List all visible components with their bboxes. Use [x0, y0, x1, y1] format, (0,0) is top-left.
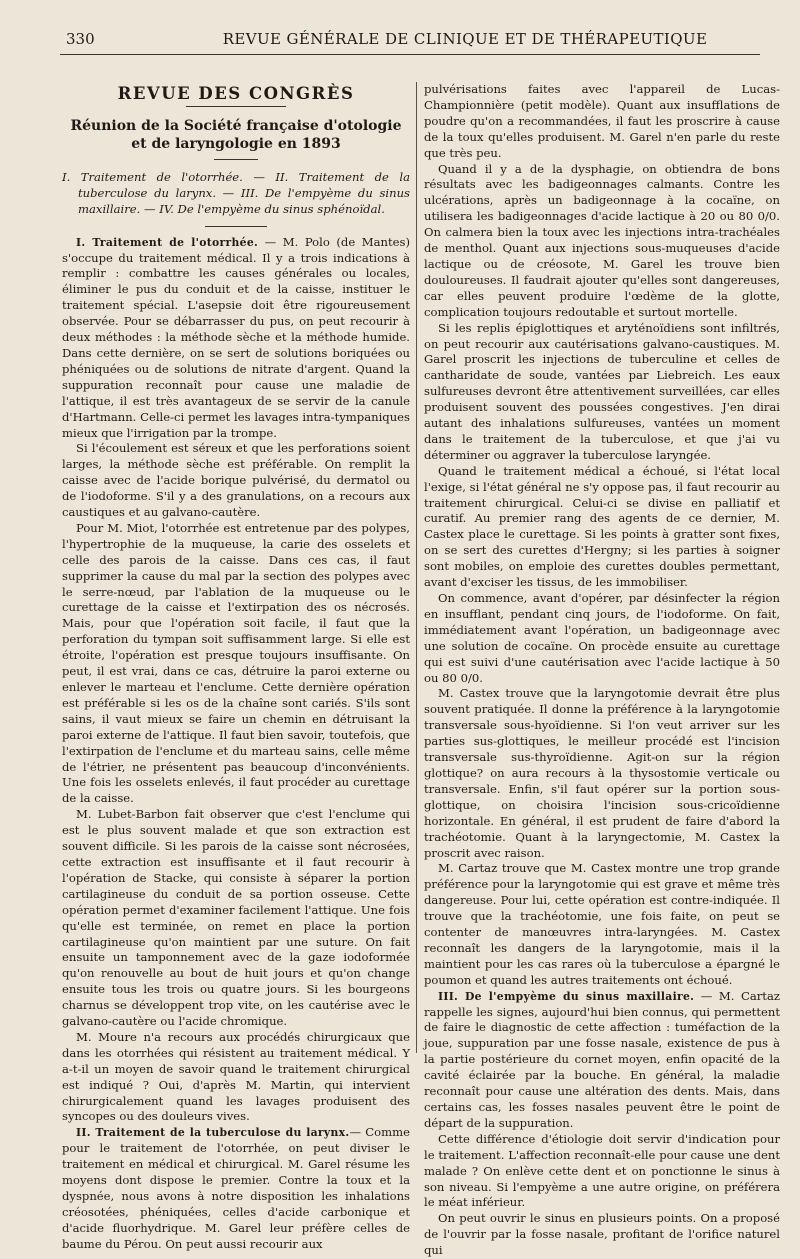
right-column — [424, 82, 780, 1258]
running-title: REVUE GÉNÉRALE DE CLINIQUE ET DE THÉRAPEUTIQUE — [222, 30, 708, 48]
summary: I. Traitement de l'otorrhée. — II. Traitement de la tuberculose du larynx. — III. De l'empyème du sinus maxillaire. — IV. De l'empyème du sinus sphénoïdal. — [62, 169, 410, 216]
paragraph: Pour M. Miot, l'otorrhée est entretenue par des polypes, l'hypertrophie de la muqueuse, la carie des osselets et celle des parois de la caisse. Dans ces cas, il faut supprimer la cause du mal par la section des polypes avec le serre-nœud, par l'ablation de la muqueuse ou le curettage de la caisse et l'extirpation des os nécrosés. Mais, pour que l'opération soit facile, il faut que la perforation du tympan soit suffisamment large. Si elle est étroite, l'opération est presque toujours insuffisante. On peut, il est vrai, dans ce cas, détruire la paroi externe ou enlever le marteau et l'enclume. Cette dernière opération est préférable si les os de la chaîne sont cariés. S'ils sont sains, il vaut mieux se faire un chemin en détruisant la paroi externe de l'attique. Il faut bien savoir, toutefois, que l'extirpation de l'enclume et du marteau sains, celle même de l'étrier, ne présentent pas beaucoup d'inconvénients. Une fois les osselets enlevés, il faut procéder au curettage de la caisse. — [62, 520, 410, 806]
paragraph: M. Lubet-Barbon fait observer que c'est l'enclume qui est le plus souvent malade et que son extraction est souvent difficile. Si les parois de la caisse sont nécrosées, cette extraction est insuffisante et il faut recourir à l'opération de Stacke, qui consiste à séparer la portion cartilagineuse du conduit de sa portion osseuse. Cette opération permet d'examiner facilement l'attique. Une fois qu'elle est terminée, on remet en place la portion cartilagineuse qu'on maintient par une suture. On fait ensuite un tamponnement avec de la gaze iodoformée qu'on renouvelle au bout de huit jours et qu'on change ensuite tous les trois ou quatre jours. Si les bourgeons charnus se développent trop vite, on les cautérise avec le galvano-cautère ou l'acide chromique. — [62, 807, 410, 1029]
page-number: 330 — [66, 30, 95, 48]
meeting-title: Réunion de la Société française d'otologie et de laryngologie en 1893 — [70, 117, 402, 152]
paragraph — [424, 989, 780, 1132]
subsection-heading: II. Traitement de la tuberculose du larynx. — [76, 1126, 350, 1140]
paragraph: Si l'écoulement est séreux et que les perforations soient larges, la méthode sèche est préférable. On remplit la caisse avec de l'acide borique pulvérisé, du dermatol ou de l'iodoforme. S'il y a des granulations, on a recours aux caustiques et au galvano-cautère. — [62, 441, 410, 520]
summary-rule — [205, 226, 267, 227]
paragraph: Quand il y a de la dysphagie, on obtiendra de bons résultats avec les badigeonnages calmants. Contre les ulcérations, après un badigeonnage à la cocaïne, on utilisera les badigeonnages d'acide lactique à 20 ou 80 0/0. On calmera bien la toux avec les injections intra-trachéales de menthol. Quant aux injections sous-muqueuses d'acide lactique ou de créosote, M. Garel les trouve bien douloureuses. Il faudrait ajouter qu'elles sont dangereuses, car elles peuvent produire l'œdème de la glotte, complication toujours redoutable et surtout mortelle. — [424, 161, 780, 319]
left-column — [62, 82, 410, 1251]
paragraph: On commence, avant d'opérer, par désinfecter la région en insufflant, pendant cinq jours, de l'iodoforme. On fait, immédiatement avant l'opération, un badigeonnage avec une solution de cocaïne. On procède ensuite au curettage qui est suivi d'une cautérisation avec l'acide lactique à 50 ou 80 0/0. — [424, 591, 780, 685]
paragraph: M. Castex trouve que la laryngotomie devrait être plus souvent pratiquée. Il donne la préférence à la laryngotomie transversale sous-hyoïdienne. Si l'on veut arriver sur les parties sus-glottiques, le meilleur procédé est l'incision transversale sus-thyroïdienne. Agit-on sur la région glottique? on aura recours à la thysostomie verticale ou transversale. Enfin, s'il faut opérer sur la portion sous-glottique, on choisira l'incision sous-cricoïdienne horizontale. En général, il est prudent de faire d'abord la trachéotomie. Quant à la laryngectomie, M. Castex la proscrit avec raison. — [424, 686, 780, 860]
paragraph: On peut ouvrir le sinus en plusieurs points. On a proposé de l'ouvrir par la fosse nasale, profitant de l'orifice naturel qui — [424, 1211, 780, 1258]
paragraph-text: — Comme pour le traitement de l'otorrhée, on peut diviser le traitement en médical et chirurgical. M. Garel résume les moyens dont dispose le premier. Contre la toux et la dyspnée, nous avons à notre disposition les inhalations créosotées, phéniquées, celles d'acide carbonique et d'acide fluorhydrique. M. Garel leur préfère celles de baume du Pérou. On peut aussi recourir aux — [62, 1125, 410, 1251]
title-rule — [186, 106, 286, 107]
subsection-heading: III. De l'empyème du sinus maxillaire. — [438, 989, 695, 1003]
paragraph: M. Moure n'a recours aux procédés chirurgicaux que dans les otorrhées qui résistent au traitement médical. Y a-t-il un moyen de savoir quand le traitement chirurgical est indiqué ? Oui, d'après M. Martin, qui intervient chirurgicalement quand les lavages produisent des syncopes ou des douleurs vives. — [62, 1029, 410, 1124]
paragraph-text: — M. Cartaz rappelle les signes, aujourd'hui bien connus, qui permettent de faire le diagnostic de cette affection : tuméfaction de la joue, suppuration par une fosse nasale, existence de pus à la partie postérieure du cornet moyen, enfin opacité de la cavité éclairée par la bouche. En général, la maladie reconnaît pour cause une altération des dents. Mais, dans certains cas, les fosses nasales peuvent être le point de départ de la suppuration. — [424, 988, 780, 1130]
paragraph: Quand le traitement médical a échoué, si l'état local l'exige, si l'état général ne s'y oppose pas, il faut recourir au traitement chirurgical. Celui-ci se divise en palliatif et curatif. Au premier rang des agents de ce dernier, M. Castex place le curettage. Si les points à gratter sont fixes, on se sert des curettes d'Hergny; si les parties à soigner sont mobiles, on emploie des curettes doubles permettant, avant d'exciser les tissus, de les immobiliser. — [424, 463, 780, 590]
paragraph: Cette différence d'étiologie doit servir d'indication pour le traitement. L'affection reconnaît-elle pour cause une dent malade ? On enlève cette dent et on ponctionne le sinus à son niveau. Si l'empyème a une autre origine, on préférera le méat inférieur. — [424, 1131, 780, 1210]
subsection-heading: I. Traitement de l'otorrhée. — [76, 235, 259, 249]
page-header — [60, 28, 760, 55]
paragraph: M. Cartaz trouve que M. Castex montre une trop grande préférence pour la laryngotomie qui est grave et même très dangereuse. Pour lui, cette opération est contre-indiquée. Il trouve que la trachéotomie, une fois faite, on peut se contenter de manœuvres intra-laryngées. M. Castex reconnaît les dangers de la laryngotomie, mais il la maintient pour les cas rares où la tuberculose a épargné le poumon et quand les autres traitements ont échoué. — [424, 861, 780, 987]
paragraph: Si les replis épiglottiques et aryténoïdiens sont infiltrés, on peut recourir aux cautérisations galvano-caustiques. M. Garel proscrit les injections de tuberculine et celles de cantharidate de soude, vantées par Liebreich. Les eaux sulfureuses devront être attentivement surveillées, car elles produisent souvent des poussées congestives. J'en dirai autant des inhalations sulfureuses, vantées un moment dans le traitement de la tuberculose, et que j'ai vu déterminer ou aggraver la tuberculose laryngée. — [424, 320, 780, 462]
paragraph: pulvérisations faites avec l'appareil de Lucas-Championnière (petit modèle). Quant aux insufflations de poudre qu'on a recommandées, il faut les proscrire à cause de la toux qu'elles produisent. M. Garel n'en parle du reste que très peu. — [424, 82, 780, 160]
column-divider — [416, 82, 417, 1053]
paragraph-text: — M. Polo (de Mantes) s'occupe du traitement médical. Il y a trois indications à remplir : combattre les causes générales ou locales, éliminer le pus du conduit et de la caisse, instituer le traitement spécial. L'asepsie doit être rigoureusement observée. Pour se débarrasser du pus, on peut recourir à deux méthodes : la méthode sèche et la méthode humide. Dans cette dernière, on se sert de solutions boriquées ou phéniquées ou de solutions de nitrate d'argent. Quand la suppuration reconnaît pour cause une maladie de l'attique, il est très avantageux de se servir de la canule d'Hartmann. Celle-ci permet les lavages intra-tympaniques mieux que l'irrigation par la trompe. — [62, 234, 410, 440]
section-title: REVUE DES CONGRÈS — [117, 84, 355, 103]
paragraph — [62, 1125, 410, 1252]
meeting-rule — [214, 159, 258, 160]
paragraph — [62, 235, 410, 442]
